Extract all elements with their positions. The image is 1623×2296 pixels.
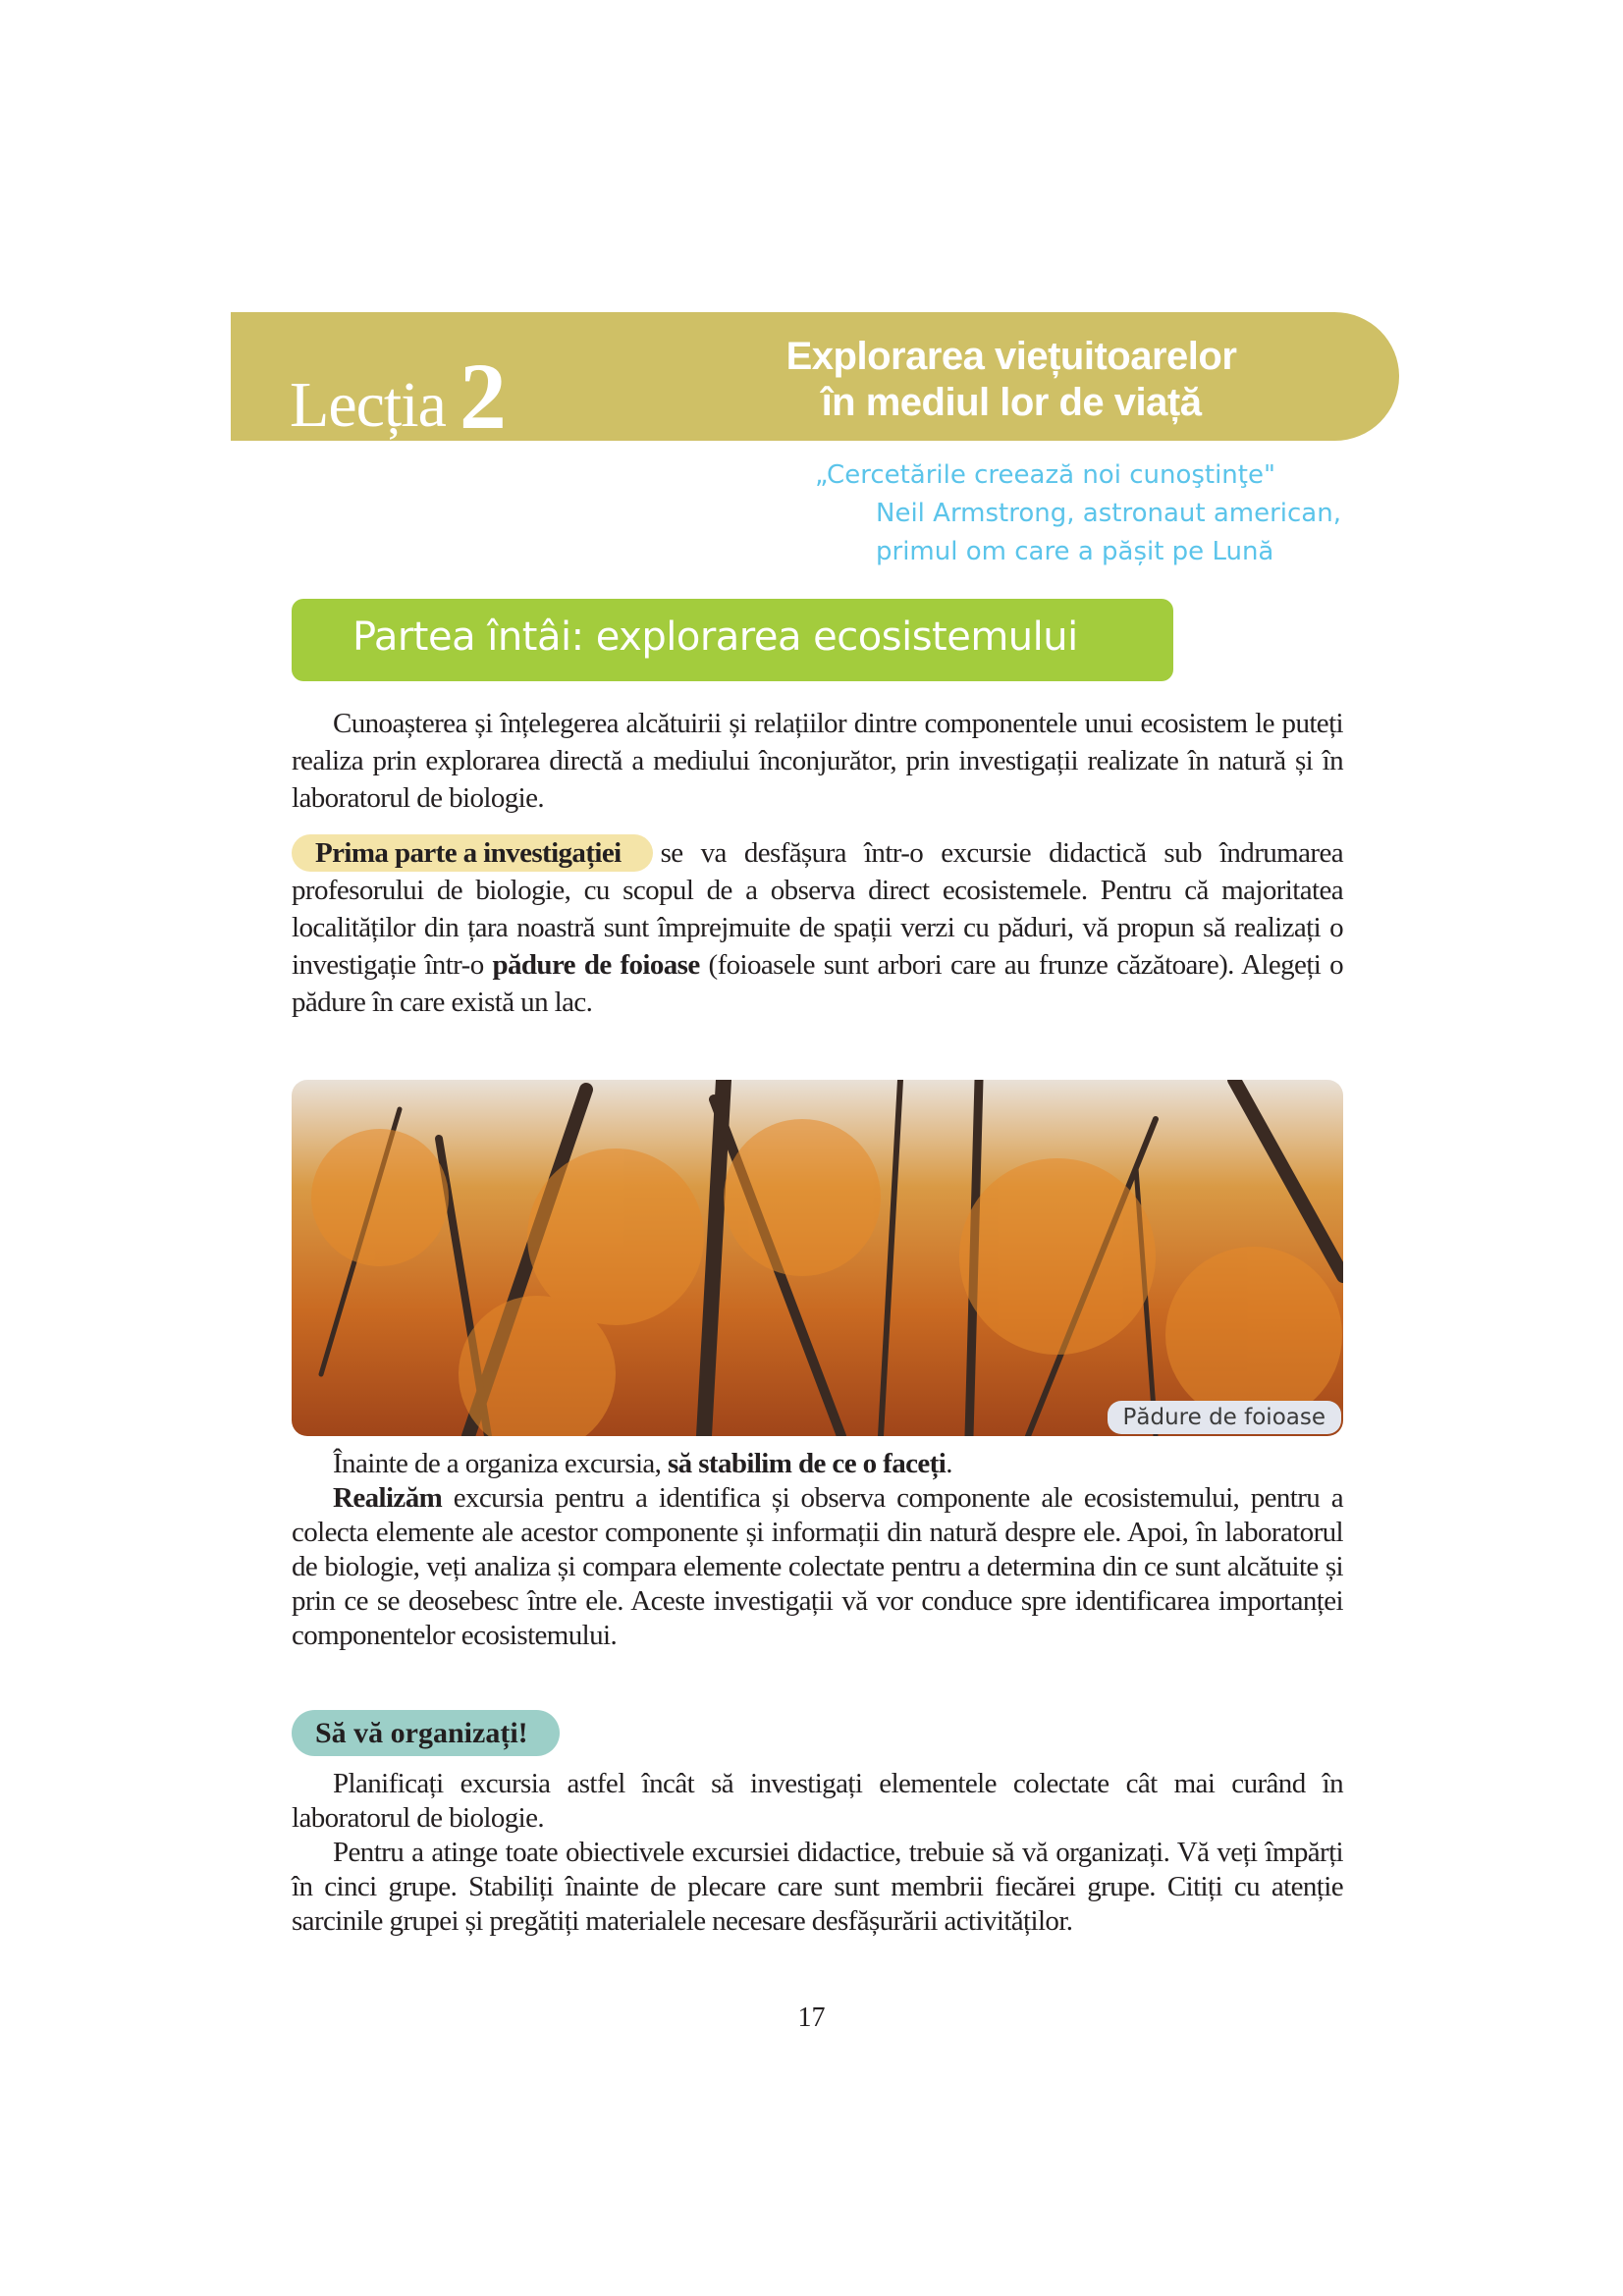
purpose-text-a: Înainte de a organiza excursia,: [333, 1448, 668, 1479]
part1-paragraph: [292, 834, 1343, 1021]
intro-paragraph: Cunoașterea și înțelegerea alcătuirii și relațiilor dintre componentele unui ecosistem le puteți realiza prin explorarea directă a mediului înconjurător, prin investigații realizate în natură și în laboratorul de biologie.: [292, 708, 1343, 814]
realizam-text: excursia pentru a identifica și observa componente ale ecosistemului, pentru a colecta elemente ale acestor componente și informații din natură despre ele. Apoi, în laboratorul de biologie, veți analiza și compara elemente colectate pentru a determina din ce sunt alcătuite și prin ce se deosebesc între ele. Aceste investigații vă vor conduce spre identificarea importanței componentelor ecosistemului.: [292, 1482, 1343, 1651]
purpose-bold: să stabilim de ce o faceți: [667, 1448, 947, 1479]
lesson-title-line2: în mediul lor de viață: [821, 381, 1202, 424]
quote-text: „Cercetările creează noi cunoştinţe": [815, 460, 1275, 490]
part1-bold: pădure de foioase: [492, 949, 700, 981]
quote-author: Neil Armstrong, astronaut american,: [876, 499, 1341, 528]
purpose-block: [292, 1447, 1343, 1653]
lesson-title: [761, 334, 1262, 426]
organize-block: [292, 1767, 1343, 1939]
purpose-paragraph: [292, 1447, 1343, 1481]
part1-text-b: (foioasele sunt arbori care au frunze căzătoare). Alegeți o pădure în care există un lac.: [292, 949, 1343, 1018]
epigraph-quote: [815, 456, 1341, 571]
lesson-banner: [231, 312, 1399, 449]
lesson-label: [290, 340, 506, 449]
page-number: 17: [797, 2002, 826, 2033]
realizam-bold: Realizăm: [333, 1482, 443, 1514]
organize-heading: [292, 1710, 568, 1756]
purpose-text-b: .: [946, 1448, 952, 1479]
forest-photo: [292, 1080, 1343, 1436]
intro-block: [292, 705, 1343, 1021]
realizam-paragraph: [292, 1481, 1343, 1653]
section-title: Partea întâi: explorarea ecosistemului: [352, 614, 1078, 660]
forest-trees-illustration: [292, 1080, 1343, 1436]
part1-badge: Prima parte a investigației: [292, 834, 653, 872]
photo-caption: Pădure de foioase: [1108, 1401, 1341, 1434]
section-heading: [292, 599, 1173, 681]
lesson-title-line1: Explorarea viețuitoarelor: [785, 335, 1237, 378]
organize-badge: Să vă organizați!: [292, 1710, 560, 1756]
part1-text-a: se va desfășura într-o excursie didactică sub îndrumarea profesorului de biologie, cu scopul de a observa direct ecosistemele. Pentru că majoritatea localităților din țara noastră sunt împrejmuite de spații verzi cu păduri, vă propun să realizați o investigație într-o: [292, 837, 1343, 981]
organize-paragraph-1: Planificați excursia astfel încât să investigați elementele colectate cât mai curând în laboratorul de biologie.: [292, 1768, 1343, 1834]
lesson-word: Lecția: [290, 369, 446, 441]
organize-paragraph-2: Pentru a atinge toate obiectivele excursiei didactice, trebuie să vă organizați. Vă veți împărți în cinci grupe. Stabiliți înainte de plecare care sunt membrii fiecărei grupe. Citiți cu atenție sarcinile grupei și pregătiți materialele necesare desfășurării activităților.: [292, 1837, 1343, 1937]
quote-author-note: primul om care a pășit pe Lună: [876, 537, 1274, 566]
lesson-number: 2: [459, 344, 506, 449]
